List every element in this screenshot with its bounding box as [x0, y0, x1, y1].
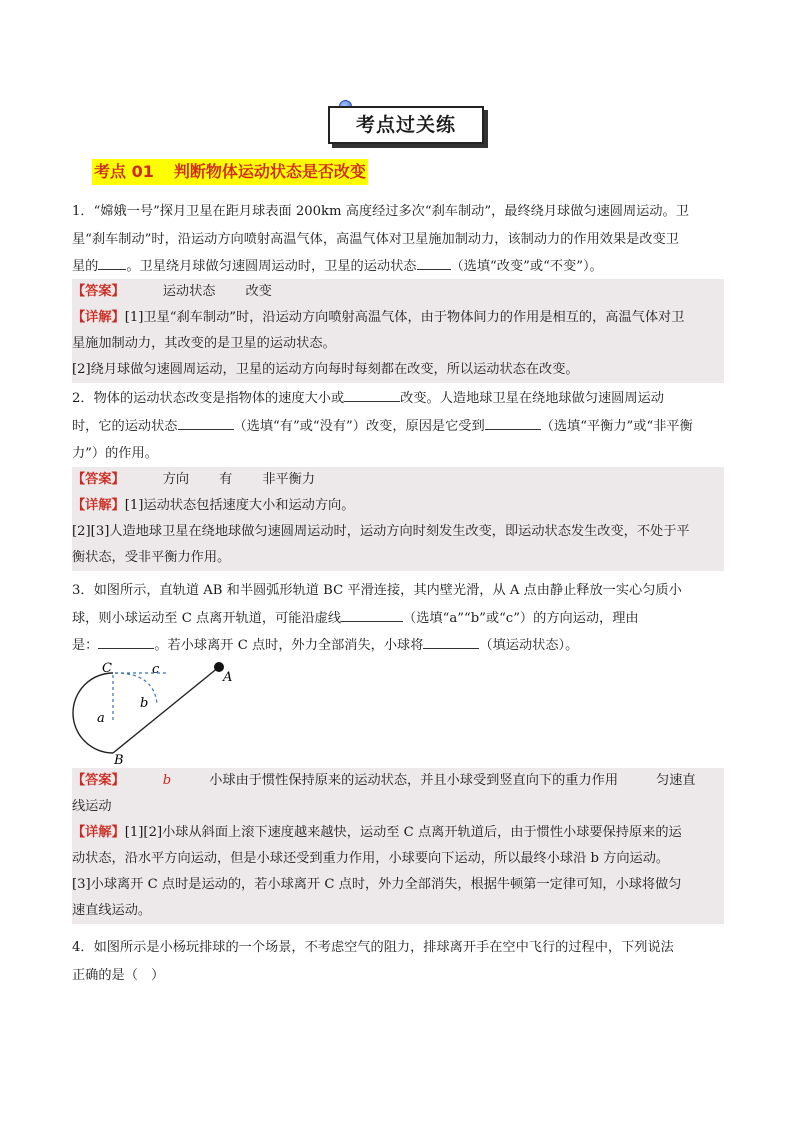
answer-tag: 【答案】 [72, 773, 125, 788]
detail-line: 衡状态，受非平衡力作用。 [72, 550, 231, 565]
question-3-line: 球，则小球运动至 C 点离开轨道，可能沿虚线 （选填“a”“b”或“c”）的方向运动，理由 [72, 605, 724, 633]
track-diagram [70, 660, 250, 768]
question-1 [72, 198, 724, 281]
answer-tag: 【答案】 [72, 472, 125, 487]
answer-blank [344, 387, 400, 402]
semicircle-track [73, 673, 113, 753]
path-b [115, 673, 157, 704]
answer-blank [341, 607, 403, 622]
question-1-line: 星的 。卫星绕月球做匀速圆周运动时，卫星的运动状态 （选填“改变”或“不变”）。 [72, 253, 724, 281]
answer-block-2 [72, 467, 724, 571]
detail-tag: 【详解】 [72, 825, 125, 840]
page-title: 考点过关练 [328, 106, 484, 144]
answer-line: 【答案】 方向 有 非平衡力 [72, 472, 316, 487]
answer-tag: 【答案】 [72, 284, 125, 299]
detail-line: [3]小球离开 C 点时是运动的，若小球离开 C 点时，外力全部消失，根据牛顿第一定律可知，小球将做匀 [72, 877, 682, 892]
answer-line: 线运动 [72, 799, 112, 814]
question-3-line: 3．如图所示，直轨道 AB 和半圆弧形轨道 BC 平滑连接，其内壁光滑，从 A 点由静止释放一实心匀质小 [72, 583, 682, 598]
answer-blank [98, 634, 154, 649]
label-C: C [102, 661, 112, 676]
question-3 [72, 577, 724, 660]
question-4-line: 4．如图所示是小杨玩排球的一个场景，不考虑空气的阻力，排球离开手在空中飞行的过程中，下列说法 [72, 940, 674, 955]
answer-blank [98, 255, 126, 270]
question-2 [72, 385, 724, 468]
answer-blank [417, 255, 451, 270]
label-c: c [152, 662, 160, 677]
label-a: a [97, 711, 105, 726]
question-4-line: 正确的是（ ） [72, 967, 165, 983]
section-title: 判断物体运动状态是否改变 [173, 162, 366, 181]
answer-blank [423, 634, 479, 649]
label-A: A [223, 670, 233, 685]
detail-line: 【详解】[1]运动状态包括速度大小和运动方向。 [72, 498, 355, 513]
question-1-line: 星“刹车制动”时，沿运动方向喷射高温气体，高温气体对卫星施加制动力，该制动力的作用效果是改变卫 [72, 231, 679, 247]
section-number: 考点 01 [94, 162, 154, 181]
detail-line: 星施加制动力，其改变的是卫星的运动状态。 [72, 336, 336, 351]
detail-line: 速直线运动。 [72, 903, 152, 918]
detail-tag: 【详解】 [72, 310, 125, 325]
answer-line: 【答案】 运动状态 改变 [72, 284, 272, 299]
detail-line: 【详解】[1]卫星“刹车制动”时，沿运动方向喷射高温气体，由于物体间力的作用是相互的，高温气体对卫 [72, 310, 685, 325]
question-2-line: 力”）的作用。 [72, 446, 158, 461]
detail-line: 【详解】[1][2]小球从斜面上滚下速度越来越快，运动至 C 点离开轨道后，由于惯性小球要保持原来的运 [72, 825, 682, 840]
answer-blank [485, 415, 541, 430]
label-B: B [114, 753, 124, 768]
answer-block-1 [72, 279, 724, 383]
answer-blank [178, 415, 234, 430]
question-2-line: 2．物体的运动状态改变是指物体的速度大小或 改变。人造地球卫星在绕地球做匀速圆周运动 [72, 385, 724, 413]
detail-line: 动状态，沿水平方向运动，但是小球还受到重力作用，小球要向下运动，所以最终小球沿 b 方向运动。 [72, 851, 670, 866]
question-3-line: 是： 。若小球离开 C 点时，外力全部消失，小球将 （填运动状态）。 [72, 632, 724, 660]
question-1-line: 1．“嫦娥一号”探月卫星在距月球表面 200km 高度经过多次“刹车制动”，最终绕月球做匀速圆周运动。卫 [72, 204, 689, 219]
label-b: b [140, 696, 149, 711]
answer-line: 【答案】 b 小球由于惯性保持原来的运动状态，并且小球受到竖直向下的重力作用 匀速直 [72, 773, 696, 788]
detail-line: [2][3]人造地球卫星在绕地球做匀速圆周运动时，运动方向时刻发生改变，即运动状态发生改变，不处于平 [72, 524, 690, 539]
detail-tag: 【详解】 [72, 498, 125, 513]
straight-track [113, 667, 219, 753]
question-2-line: 时，它的运动状态 （选填“有”或“没有”）改变，原因是它受到 （选填“平衡力”或“非平衡 [72, 413, 724, 441]
answer-block-3 [72, 768, 724, 924]
detail-line: [2]绕月球做匀速圆周运动，卫星的运动方向每时每刻都在改变，所以运动状态在改变。 [72, 362, 579, 377]
section-heading [92, 159, 368, 185]
question-4 [72, 934, 724, 989]
